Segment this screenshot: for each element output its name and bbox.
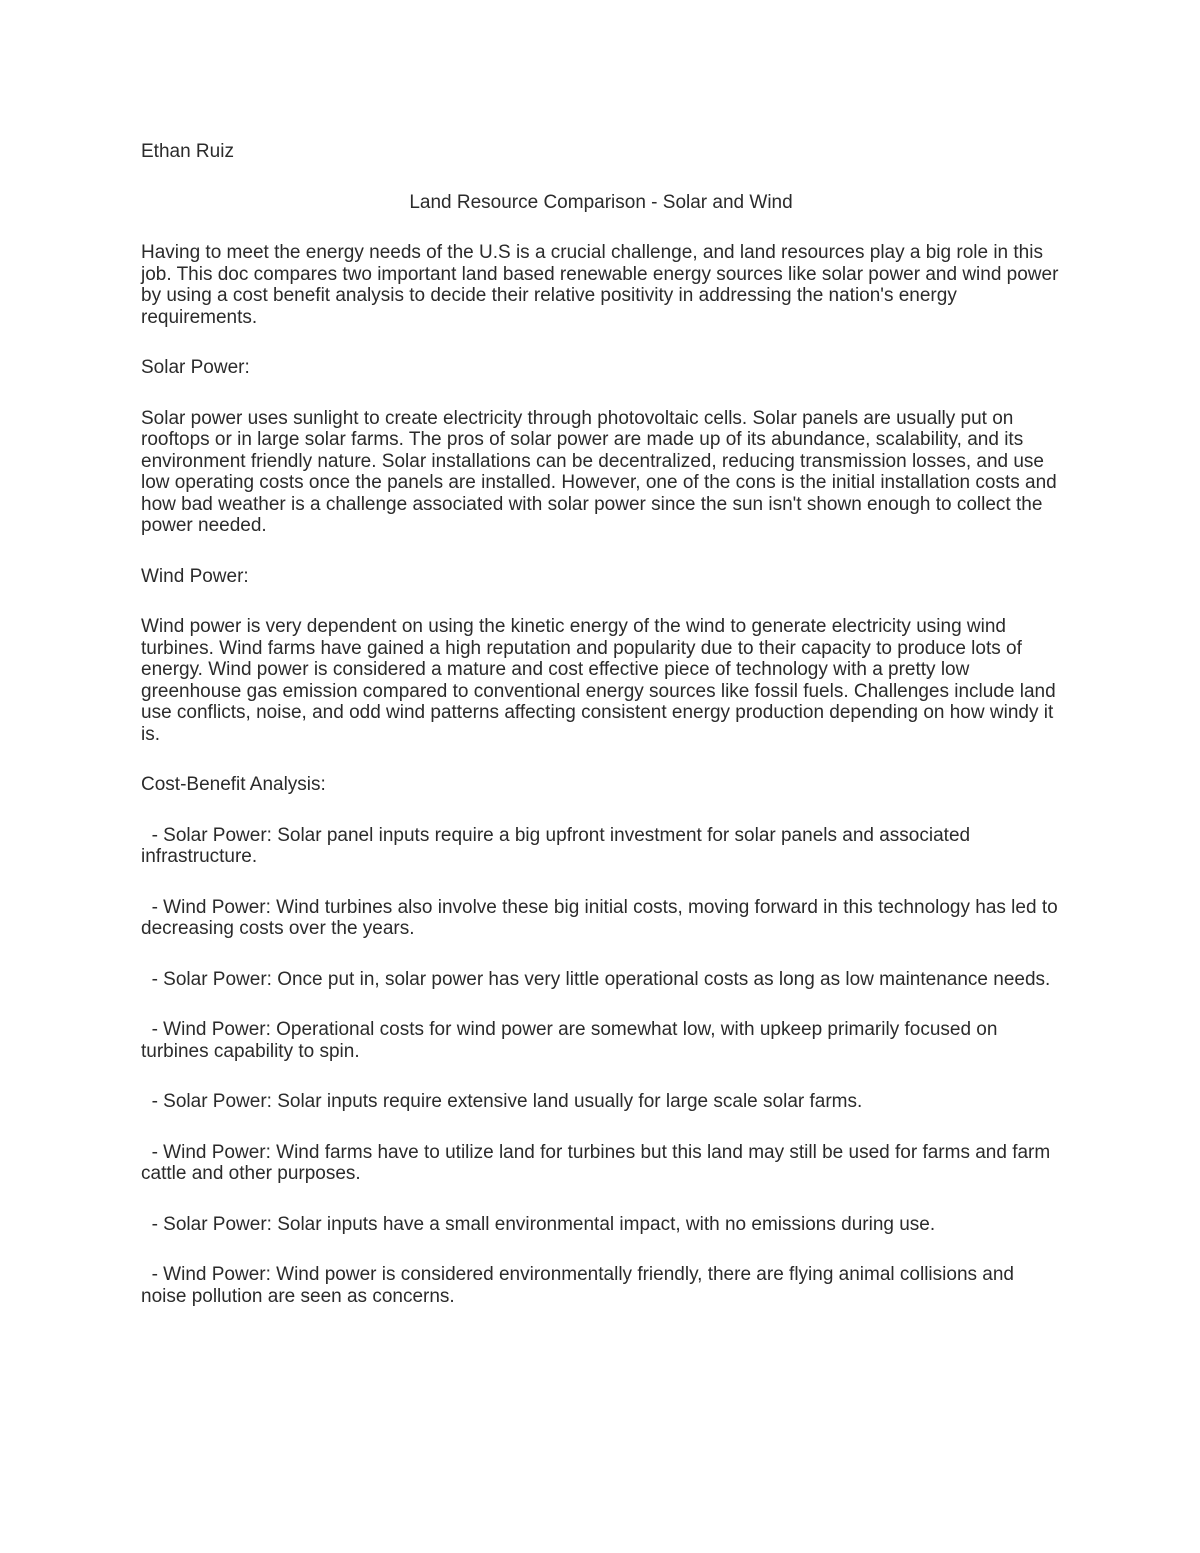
- document-title: Land Resource Comparison - Solar and Wind: [409, 191, 793, 213]
- cba-item: - Solar Power: Solar inputs require extensive land usually for large scale solar farms.: [141, 1091, 863, 1112]
- solar-paragraph: Solar power uses sunlight to create electricity through photovoltaic cells. Solar panels are usually put on rooftops or in large solar farms. The pros of solar power are made up of its abundance, scalability, and its environment friendly nature. Solar installations can be decentralized, reducing transmission losses, and use low operating costs once the panels are installed. However, one of the cons is the initial installation costs and how bad weather is a challenge associated with solar power since the sun isn't shown enough to collect the power needed.: [141, 407, 1057, 536]
- intro-paragraph: Having to meet the energy needs of the U.S is a crucial challenge, and land resources play a big role in this job. This doc compares two important land based renewable energy sources like solar power and wind power by using a cost benefit analysis to decide their relative positivity in addressing the nation's energy requirements.: [141, 242, 1059, 328]
- cba-item: - Wind Power: Operational costs for wind power are somewhat low, with upkeep primarily focused on turbines capability to spin.: [141, 1019, 1003, 1062]
- solar-heading: Solar Power:: [141, 357, 250, 378]
- author-name: Ethan Ruiz: [141, 141, 234, 162]
- cba-item: - Solar Power: Solar panel inputs require a big upfront investment for solar panels and associated infrastructure.: [141, 824, 976, 867]
- cba-heading: Cost-Benefit Analysis:: [141, 774, 326, 795]
- cba-item: - Wind Power: Wind farms have to utilize land for turbines but this land may still be used for farms and farm cattle and other purposes.: [141, 1141, 1056, 1184]
- document-page: [141, 141, 1061, 1336]
- cba-item: - Wind Power: Wind power is considered environmentally friendly, there are flying animal collisions and noise pollution are seen as concerns.: [141, 1264, 1020, 1307]
- wind-paragraph: Wind power is very dependent on using the kinetic energy of the wind to generate electricity using wind turbines. Wind farms have gained a high reputation and popularity due to their capacity to produce lots of energy. Wind power is considered a mature and cost effective piece of technology with a pretty low greenhouse gas emission compared to conventional energy sources like fossil fuels. Challenges include land use conflicts, noise, and odd wind patterns affecting consistent energy production depending on how windy it is.: [141, 616, 1056, 745]
- cba-item: - Wind Power: Wind turbines also involve these big initial costs, moving forward in this technology has led to decreasing costs over the years.: [141, 896, 1063, 939]
- cba-item: - Solar Power: Once put in, solar power has very little operational costs as long as low maintenance needs.: [141, 968, 1051, 990]
- cba-item: - Solar Power: Solar inputs have a small environmental impact, with no emissions during use.: [141, 1213, 936, 1235]
- wind-heading: Wind Power:: [141, 565, 249, 587]
